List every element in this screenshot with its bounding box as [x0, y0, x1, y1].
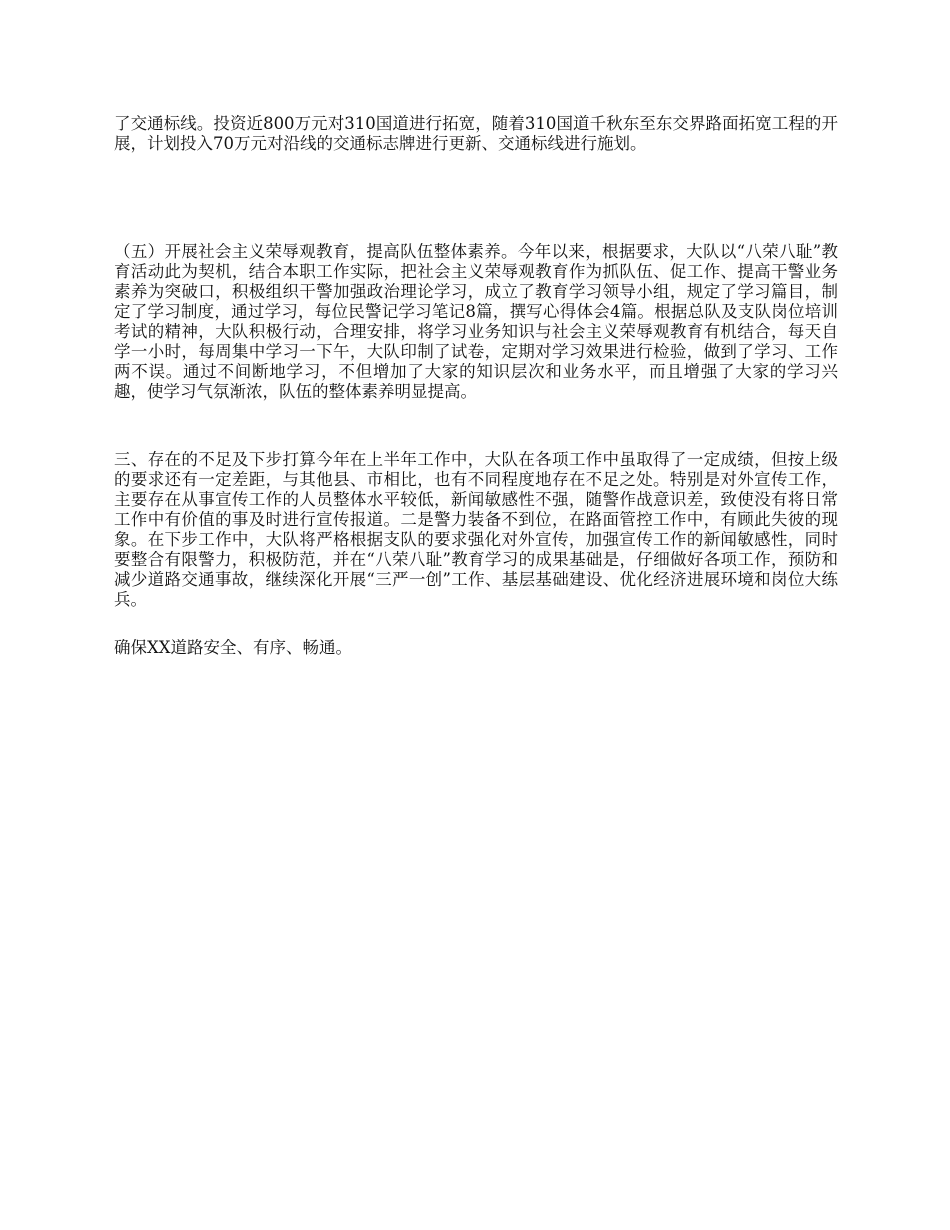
paragraph-road-markings: 了交通标线。投资近800万元对310国道进行拓宽，随着310国道千秋东至东交界路面拓宽工程的开展，计划投入70万元对沿线的交通标志牌进行更新、交通标线进行施划。 — [114, 114, 838, 153]
paragraph-shortcomings-plans: 三、存在的不足及下步打算今年在上半年工作中，大队在各项工作中虽取得了一定成绩，但按上级的要求还有一定差距，与其他县、市相比，也有不同程度地存在不足之处。特别是对外宣传工作，主要存在从事宣传工作的人员整体水平较低，新闻敏感性不强，随警作战意识差，致使没有将日常工作中有价值的事及时进行宣传报道。二是警力装备不到位，在路面管控工作中，有顾此失彼的现象。在下步工作中，大队将严格根据支队的要求强化对外宣传，加强宣传工作的新闻敏感性，同时要整合有限警力，积极防范，并在“八荣八耻”教育学习的成果基础是，仔细做好各项工作，预防和减少道路交通事故，继续深化开展“三严一创”工作、基层基础建设、优化经济进展环境和岗位大练兵。 — [114, 450, 838, 609]
paragraph-closing: 确保XX道路安全、有序、畅通。 — [114, 638, 352, 657]
paragraph-honor-education: （五）开展社会主义荣辱观教育，提高队伍整体素养。今年以来，根据要求，大队以“八荣八耻”教育活动此为契机，结合本职工作实际，把社会主义荣辱观教育作为抓队伍、促工作、提高干警业务素养为突破口，积极组织干警加强政治理论学习，成立了教育学习领导小组，规定了学习篇目，制定了学习制度，通过学习，每位民警记学习笔记8篇，撰写心得体会4篇。根据总队及支队岗位培训考试的精神，大队积极行动，合理安排，将学习业务知识与社会主义荣辱观教育有机结合，每天自学一小时，每周集中学习一下午，大队印制了试卷，定期对学习效果进行检验，做到了学习、工作两不误。通过不间断地学习，不但增加了大家的知识层次和业务水平，而且增强了大家的学习兴趣，使学习气氛渐浓，队伍的整体素养明显提高。 — [114, 242, 838, 401]
